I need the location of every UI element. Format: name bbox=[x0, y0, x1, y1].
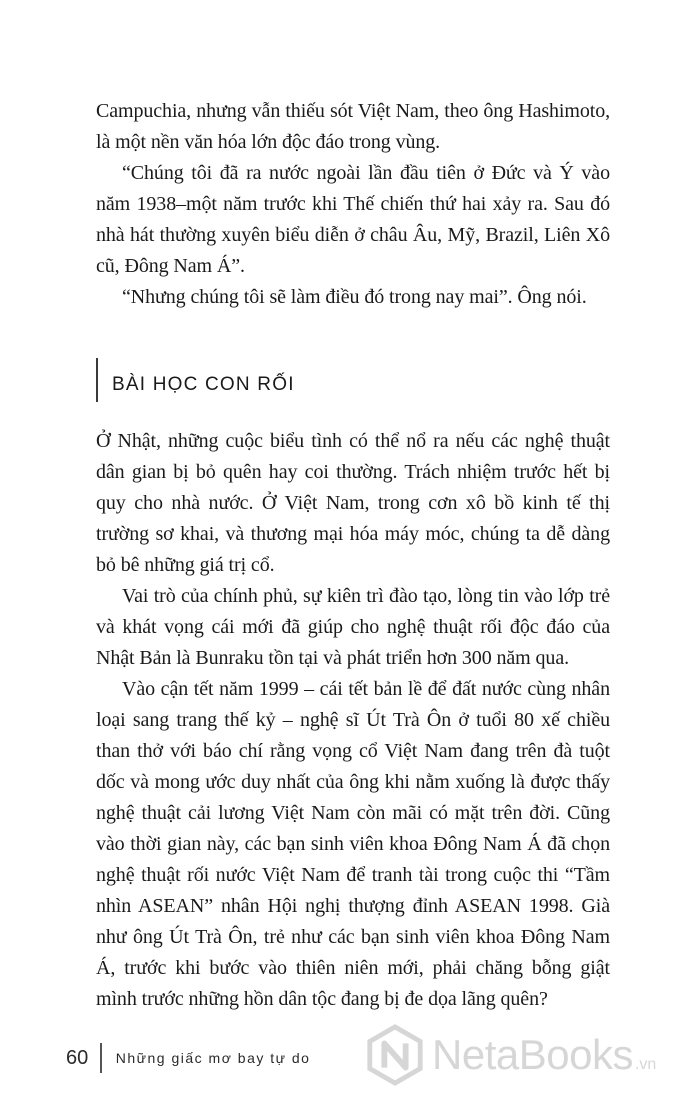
paragraph: Ở Nhật, những cuộc biểu tình có thể nổ ra nếu các nghệ thuật dân gian bị bỏ quên hay coi thường. Trách nhiệm trước hết bị quy cho nhà nước. Ở Việt Nam, trong cơn xô bồ kinh tế thị trường sơ khai, và thương mại hóa máy móc, chúng ta dễ dàng bỏ bê những giá trị cổ. bbox=[96, 430, 610, 576]
neta-n-logo-icon bbox=[364, 1024, 426, 1086]
paragraph: Campuchia, nhưng vẫn thiếu sót Việt Nam, theo ông Hashimoto, là một nền văn hóa lớn độc đáo trong vùng. bbox=[96, 100, 610, 153]
watermark bbox=[364, 1024, 656, 1086]
paragraph: Vào cận tết năm 1999 – cái tết bản lề để đất nước cùng nhân loại sang trang thế kỷ – nghệ sĩ Út Trà Ôn ở tuổi 80 xế chiều than thở với báo chí rằng vọng cổ Việt Nam đang trên đà tuột dốc và mong ước duy nhất của ông khi nằm xuống là được thấy nghệ thuật cải lương Việt Nam còn mãi có mặt trên đời. Cũng vào thời gian này, các bạn sinh viên khoa Đông Nam Á đã chọn nghệ thuật rối nước Việt Nam để tranh tài trong cuộc thi “Tầm nhìn ASEAN” nhân Hội nghị thượng đỉnh ASEAN 1998. Già như ông Út Trà Ôn, trẻ như các bạn sinh viên khoa Đông Nam Á, trước khi bước vào thiên niên mới, phải chăng bỗng giật mình trước những hồn dân tộc đang bị đe dọa lãng quên? bbox=[96, 678, 610, 1010]
section-text-block bbox=[96, 426, 610, 1015]
heading-bar bbox=[96, 358, 98, 402]
page-number: 60 bbox=[66, 1046, 89, 1069]
running-title: Những giấc mơ bay tự do bbox=[115, 1050, 311, 1066]
section-heading-text: BÀI HỌC CON RỐI bbox=[112, 374, 295, 395]
footer-divider bbox=[100, 1043, 102, 1073]
paragraph: Vai trò của chính phủ, sự kiên trì đào tạo, lòng tin vào lớp trẻ và khát vọng cái mới đã giúp cho nghệ thuật rối độc đáo của Nhật Bản là Bunraku tồn tại và phát triển hơn 300 năm qua. bbox=[96, 585, 610, 669]
section-heading bbox=[96, 358, 295, 402]
watermark-name: NetaBooks bbox=[432, 1031, 633, 1078]
paragraph: “Chúng tôi đã ra nước ngoài lần đầu tiên ở Đức và Ý vào năm 1938–một năm trước khi Thế chiến thứ hai xảy ra. Sau đó nhà hát thường xuyên biểu diễn ở châu Âu, Mỹ, Brazil, Liên Xô cũ, Đông Nam Á”. bbox=[96, 162, 610, 277]
watermark-tld: .vn bbox=[634, 1056, 657, 1073]
top-text-block bbox=[96, 96, 610, 313]
page-footer bbox=[66, 1040, 310, 1076]
paragraph: “Nhưng chúng tôi sẽ làm điều đó trong nay mai”. Ông nói. bbox=[122, 286, 587, 308]
